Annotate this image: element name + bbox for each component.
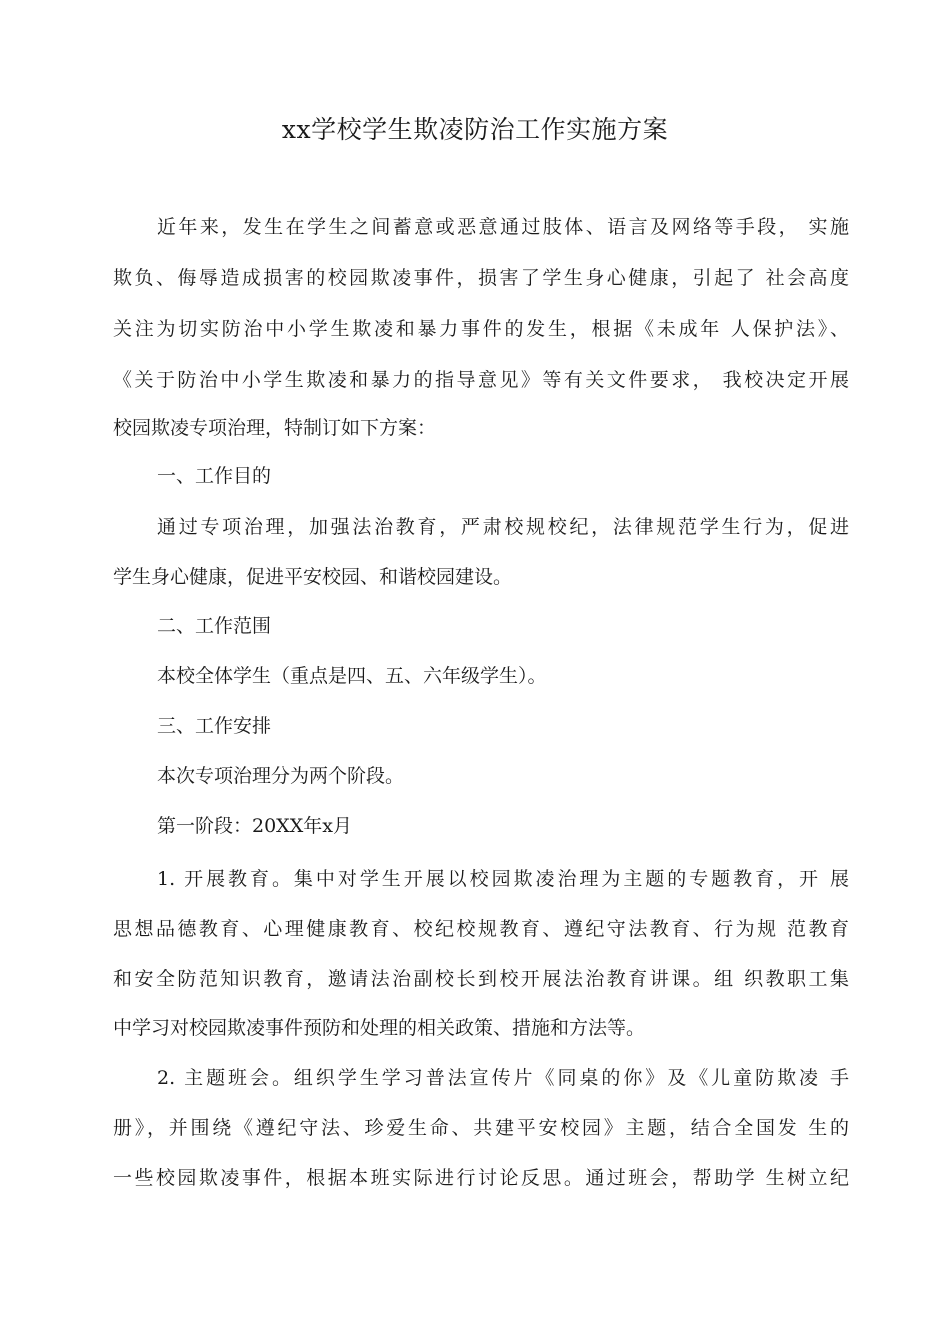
document-title: xx学校学生欺凌防治工作实施方案 xyxy=(281,115,669,144)
paragraph-line: 通过专项治理，加强法治教育，严肃校规校纪，法律规范学生行为，促进 xyxy=(157,516,849,538)
paragraph-line: 2. 主题班会。组织学生学习普法宣传片《同桌的你》及《儿童防欺凌 手 xyxy=(157,1067,849,1089)
paragraph-line: 中学习对校园欺凌事件预防和处理的相关政策、措施和方法等。 xyxy=(113,1017,646,1039)
section-heading: 三、工作安排 xyxy=(157,715,272,737)
paragraph-line: 一些校园欺凌事件，根据本班实际进行讨论反思。通过班会，帮助学 生树立纪 xyxy=(113,1167,849,1189)
paragraph-line: 欺负、侮辱造成损害的校园欺凌事件，损害了学生身心健康，引起了 社会高度 xyxy=(113,267,849,289)
stage-heading: 第一阶段：20XX年x月 xyxy=(157,815,352,837)
paragraph-line: 关注为切实防治中小学生欺凌和暴力事件的发生，根据《未成年 人保护法》、 xyxy=(113,318,849,340)
paragraph-line: 思想品德教育、心理健康教育、校纪校规教育、遵纪守法教育、行为规 范教育 xyxy=(113,918,849,940)
paragraph-line: 本校全体学生（重点是四、五、六年级学生）。 xyxy=(157,665,547,687)
paragraph-line: 学生身心健康，促进平安校园、和谐校园建设。 xyxy=(113,566,513,588)
paragraph-line: 1. 开展教育。集中对学生开展以校园欺凌治理为主题的专题教育，开 展 xyxy=(157,868,849,890)
paragraph-line: 册》，并围绕《遵纪守法、珍爱生命、共建平安校园》主题，结合全国发 生的 xyxy=(113,1117,849,1139)
paragraph-line: 《关于防治中小学生欺凌和暴力的指导意见》等有关文件要求， 我校决定开展 xyxy=(113,369,849,391)
section-heading: 二、工作范围 xyxy=(157,615,272,637)
paragraph-line: 本次专项治理分为两个阶段。 xyxy=(157,765,405,787)
paragraph-line: 近年来，发生在学生之间蓄意或恶意通过肢体、语言及网络等手段， 实施 xyxy=(157,216,849,238)
paragraph-line: 校园欺凌专项治理，特制订如下方案： xyxy=(113,417,437,439)
paragraph-line: 和安全防范知识教育，邀请法治副校长到校开展法治教育讲课。组 织教职工集 xyxy=(113,968,849,990)
section-heading: 一、工作目的 xyxy=(157,465,272,487)
